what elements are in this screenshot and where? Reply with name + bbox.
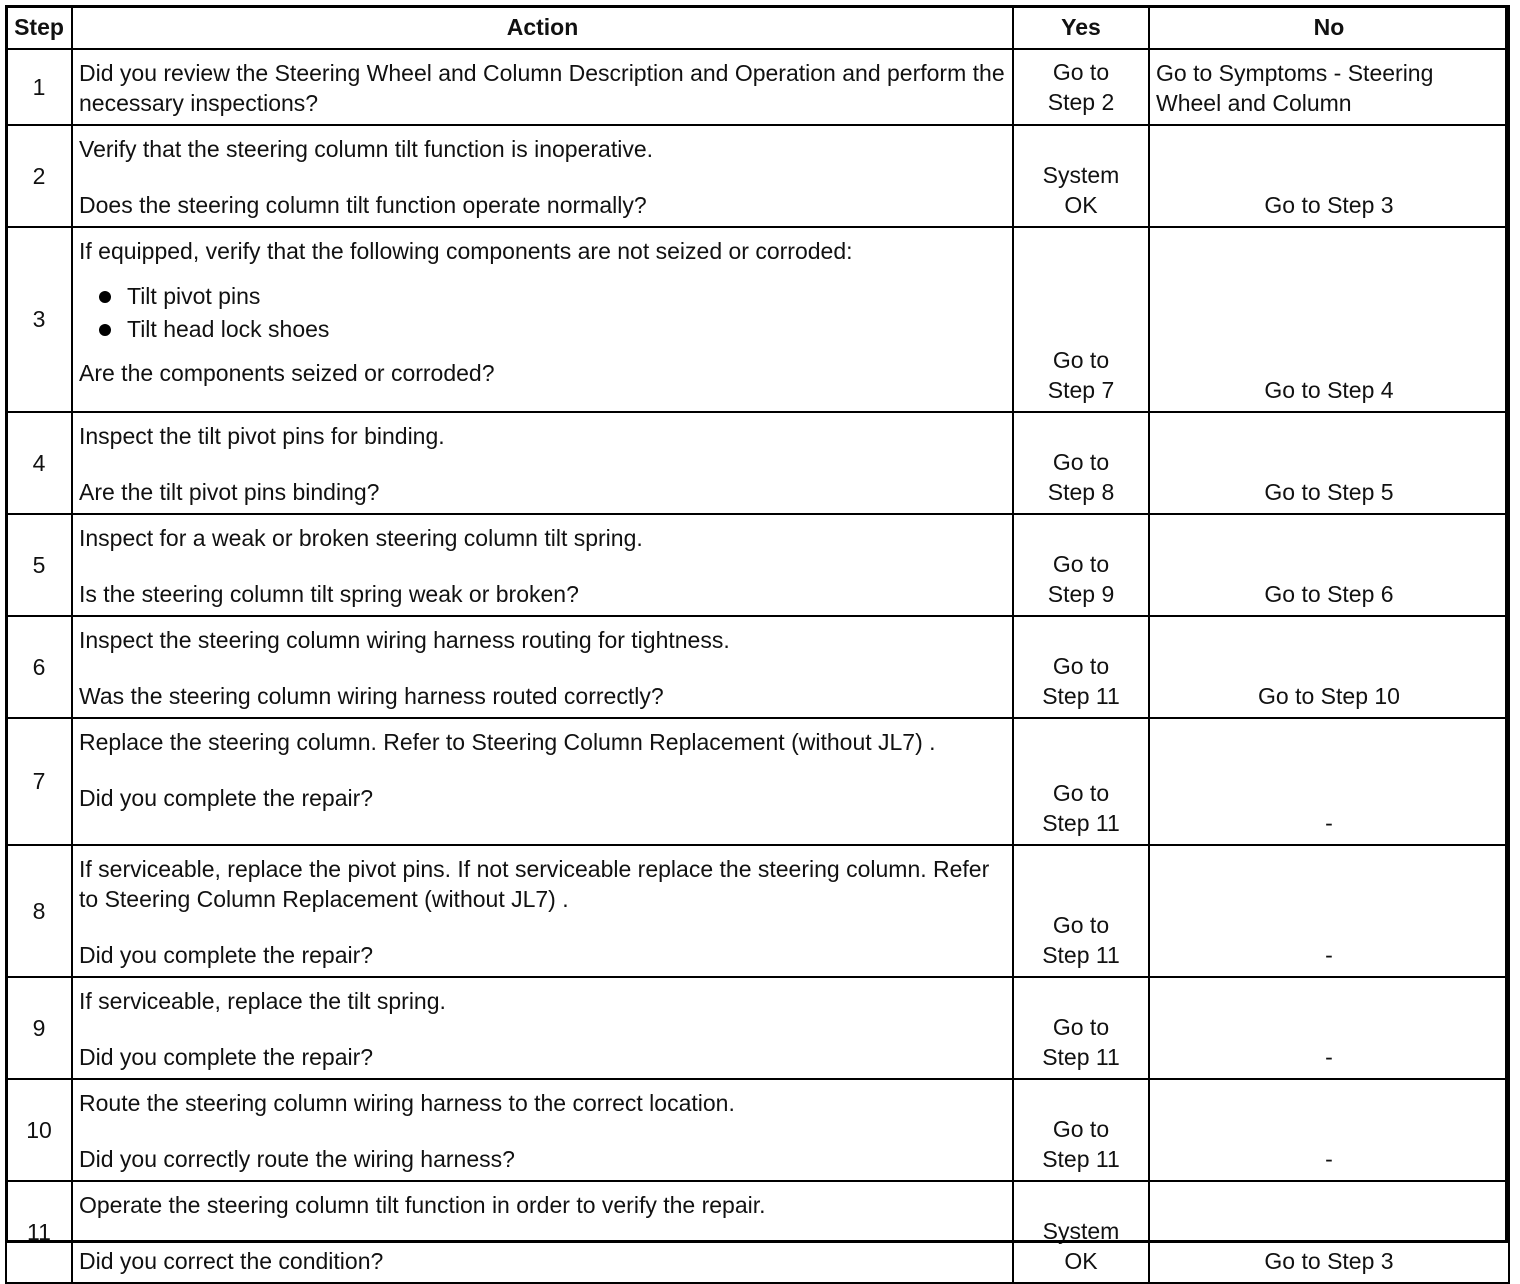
action-text: Inspect the steering column wiring harness routing for tightness. — [79, 627, 730, 653]
step-number: 1 — [6, 49, 72, 125]
no-text: Go to Symptoms - Steering Wheel and Column — [1156, 60, 1434, 116]
yes-line: Step 11 — [1042, 1146, 1120, 1172]
yes-line: Go to — [1052, 912, 1110, 938]
action-question: Was the steering column wiring harness routed correctly? — [79, 683, 664, 709]
yes-line: Go to — [1052, 347, 1110, 373]
action-question: Did you correctly route the wiring harness? — [79, 1146, 515, 1172]
action-question: Did you complete the repair? — [79, 942, 374, 968]
action-text: If serviceable, replace the tilt spring. — [79, 988, 446, 1014]
yes-line: Go to — [1052, 551, 1110, 577]
no-text: Go to Step 6 — [1264, 581, 1394, 607]
yes-line: Step 11 — [1042, 683, 1120, 709]
header-yes: Yes — [1013, 6, 1149, 49]
no-text: Go to Step 10 — [1258, 683, 1400, 709]
step-number: 7 — [6, 718, 72, 845]
header-no: No — [1149, 6, 1509, 49]
step-number: 3 — [6, 227, 72, 412]
action-question: Did you complete the repair? — [79, 785, 374, 811]
action-text: If equipped, verify that the following components are not seized or corroded: — [79, 238, 853, 264]
action-question: Did you correct the condition? — [79, 1248, 384, 1274]
list-item: Tilt pivot pins — [99, 280, 1006, 313]
header-step: Step — [6, 6, 72, 49]
action-question: Does the steering column tilt function operate normally? — [79, 192, 647, 218]
yes-line: Go to — [1052, 653, 1110, 679]
no-text: Go to Step 3 — [1264, 1248, 1394, 1274]
action-question: Is the steering column tilt spring weak or broken? — [79, 581, 579, 607]
action-text: Inspect the tilt pivot pins for binding. — [79, 423, 445, 449]
yes-line: Go to — [1052, 449, 1110, 475]
action-text: Did you review the Steering Wheel and Column Description and Operation and perform the necessary inspections? — [79, 60, 1005, 116]
yes-line: Step 9 — [1047, 581, 1115, 607]
yes-line: System — [1042, 162, 1120, 188]
yes-line: Go to — [1052, 59, 1110, 85]
yes-line: OK — [1064, 192, 1098, 218]
step-number: 6 — [6, 616, 72, 718]
table-outer-border — [5, 5, 1508, 1243]
action-question: Are the tilt pivot pins binding? — [79, 479, 380, 505]
action-text: If serviceable, replace the pivot pins. If not serviceable replace the steering column. Refer to Steering Column Replacement (without JL7) . — [79, 856, 990, 912]
header-action: Action — [72, 6, 1013, 49]
step-number: 8 — [6, 845, 72, 977]
list-item: Tilt head lock shoes — [99, 313, 1006, 346]
step-number: 10 — [6, 1079, 72, 1181]
no-text: - — [1325, 942, 1333, 968]
yes-line: Step 11 — [1042, 810, 1120, 836]
action-text: Operate the steering column tilt function in order to verify the repair. — [79, 1192, 766, 1218]
step-number: 4 — [6, 412, 72, 514]
yes-line: Go to — [1052, 780, 1110, 806]
step-number: 11 — [6, 1181, 72, 1283]
no-text: Go to Step 4 — [1264, 377, 1394, 403]
yes-line: Go to — [1052, 1014, 1110, 1040]
action-text: Inspect for a weak or broken steering column tilt spring. — [79, 525, 643, 551]
action-text: Route the steering column wiring harness to the correct location. — [79, 1090, 735, 1116]
action-question: Are the components seized or corroded? — [79, 360, 495, 386]
yes-line: Step 11 — [1042, 942, 1120, 968]
action-text: Replace the steering column. Refer to Steering Column Replacement (without JL7) . — [79, 729, 936, 755]
action-text: Verify that the steering column tilt function is inoperative. — [79, 136, 654, 162]
no-text: - — [1325, 1146, 1333, 1172]
yes-line: OK — [1064, 1248, 1098, 1274]
no-text: - — [1325, 1044, 1333, 1070]
step-number: 9 — [6, 977, 72, 1079]
yes-line: Go to — [1052, 1116, 1110, 1142]
no-text: Go to Step 5 — [1264, 479, 1394, 505]
no-text: - — [1325, 810, 1333, 836]
yes-line: Step 11 — [1042, 1044, 1120, 1070]
action-question: Did you complete the repair? — [79, 1044, 374, 1070]
yes-line: Step 7 — [1047, 377, 1115, 403]
yes-line: Step 2 — [1047, 89, 1115, 115]
step-number: 5 — [6, 514, 72, 616]
yes-line: Step 8 — [1047, 479, 1115, 505]
no-text: Go to Step 3 — [1264, 192, 1394, 218]
yes-line: System — [1042, 1218, 1120, 1244]
step-number: 2 — [6, 125, 72, 227]
